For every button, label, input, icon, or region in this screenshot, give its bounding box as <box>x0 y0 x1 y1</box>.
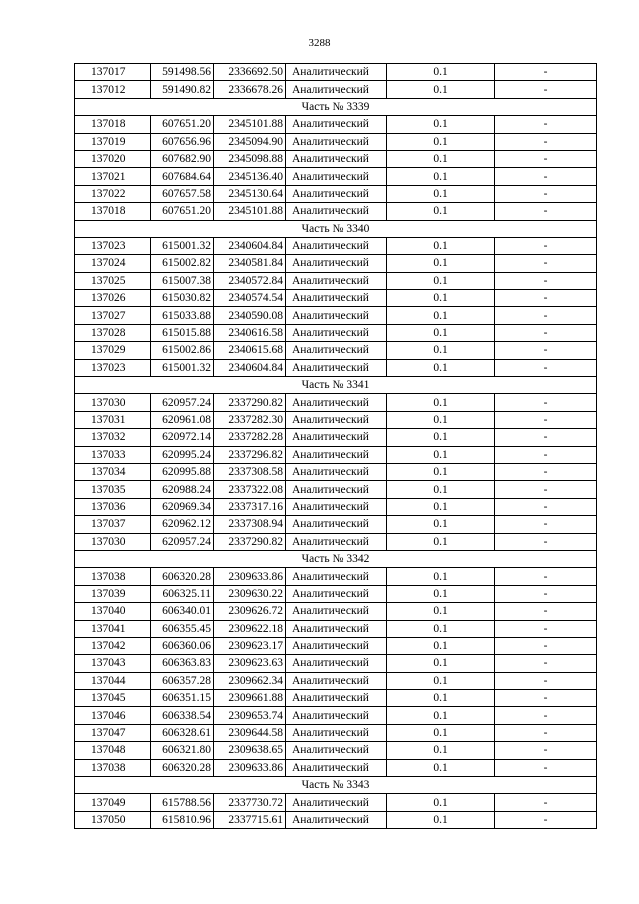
accuracy-cell: 0.1 <box>387 655 495 672</box>
note-cell: - <box>495 498 597 515</box>
accuracy-cell: 0.1 <box>387 64 495 81</box>
method-cell: Аналитический <box>286 133 387 150</box>
accuracy-cell: 0.1 <box>387 516 495 533</box>
x-coordinate-cell: 607657.58 <box>151 185 214 202</box>
method-cell: Аналитический <box>286 690 387 707</box>
method-cell: Аналитический <box>286 655 387 672</box>
accuracy-cell: 0.1 <box>387 690 495 707</box>
table-row <box>75 498 597 515</box>
x-coordinate-cell: 615002.86 <box>151 342 214 359</box>
method-cell: Аналитический <box>286 568 387 585</box>
point-id-cell: 137049 <box>75 794 151 811</box>
point-id-cell: 137019 <box>75 133 151 150</box>
note-cell: - <box>495 203 597 220</box>
accuracy-cell: 0.1 <box>387 290 495 307</box>
y-coordinate-cell: 2309622.18 <box>214 620 286 637</box>
y-coordinate-cell: 2309630.22 <box>214 585 286 602</box>
point-id-cell: 137027 <box>75 307 151 324</box>
table-row <box>75 324 597 341</box>
table-row <box>75 168 597 185</box>
method-cell: Аналитический <box>286 307 387 324</box>
table-row <box>75 185 597 202</box>
x-coordinate-cell: 606328.61 <box>151 724 214 741</box>
y-coordinate-cell: 2309653.74 <box>214 707 286 724</box>
x-coordinate-cell: 606340.01 <box>151 603 214 620</box>
point-id-cell: 137031 <box>75 411 151 428</box>
table-row <box>75 637 597 654</box>
table-row <box>75 81 597 98</box>
accuracy-cell: 0.1 <box>387 342 495 359</box>
method-cell: Аналитический <box>286 429 387 446</box>
y-coordinate-cell: 2340616.58 <box>214 324 286 341</box>
note-cell: - <box>495 81 597 98</box>
note-cell: - <box>495 394 597 411</box>
section-title: Часть № 3342 <box>75 550 597 567</box>
note-cell: - <box>495 759 597 776</box>
y-coordinate-cell: 2345136.40 <box>214 168 286 185</box>
note-cell: - <box>495 568 597 585</box>
y-coordinate-cell: 2309638.65 <box>214 742 286 759</box>
y-coordinate-cell: 2340615.68 <box>214 342 286 359</box>
accuracy-cell: 0.1 <box>387 794 495 811</box>
point-id-cell: 137020 <box>75 150 151 167</box>
y-coordinate-cell: 2340581.84 <box>214 255 286 272</box>
y-coordinate-cell: 2309644.58 <box>214 724 286 741</box>
y-coordinate-cell: 2309662.34 <box>214 672 286 689</box>
accuracy-cell: 0.1 <box>387 411 495 428</box>
x-coordinate-cell: 606360.06 <box>151 637 214 654</box>
accuracy-cell: 0.1 <box>387 81 495 98</box>
method-cell: Аналитический <box>286 168 387 185</box>
x-coordinate-cell: 606320.28 <box>151 568 214 585</box>
accuracy-cell: 0.1 <box>387 620 495 637</box>
note-cell: - <box>495 620 597 637</box>
note-cell: - <box>495 446 597 463</box>
y-coordinate-cell: 2340574.54 <box>214 290 286 307</box>
x-coordinate-cell: 615001.32 <box>151 237 214 254</box>
table-row <box>75 237 597 254</box>
point-id-cell: 137043 <box>75 655 151 672</box>
section-header-row <box>75 98 597 115</box>
method-cell: Аналитический <box>286 637 387 654</box>
table-row <box>75 203 597 220</box>
point-id-cell: 137030 <box>75 394 151 411</box>
section-title: Часть № 3341 <box>75 377 597 394</box>
table-row <box>75 672 597 689</box>
x-coordinate-cell: 615030.82 <box>151 290 214 307</box>
accuracy-cell: 0.1 <box>387 168 495 185</box>
point-id-cell: 137024 <box>75 255 151 272</box>
coordinates-table-body <box>75 64 597 829</box>
note-cell: - <box>495 516 597 533</box>
x-coordinate-cell: 615007.38 <box>151 272 214 289</box>
accuracy-cell: 0.1 <box>387 672 495 689</box>
y-coordinate-cell: 2337317.16 <box>214 498 286 515</box>
method-cell: Аналитический <box>286 481 387 498</box>
method-cell: Аналитический <box>286 603 387 620</box>
table-row <box>75 707 597 724</box>
note-cell: - <box>495 324 597 341</box>
point-id-cell: 137023 <box>75 237 151 254</box>
y-coordinate-cell: 2309633.86 <box>214 759 286 776</box>
point-id-cell: 137012 <box>75 81 151 98</box>
note-cell: - <box>495 585 597 602</box>
y-coordinate-cell: 2337730.72 <box>214 794 286 811</box>
table-row <box>75 394 597 411</box>
method-cell: Аналитический <box>286 324 387 341</box>
y-coordinate-cell: 2337308.94 <box>214 516 286 533</box>
point-id-cell: 137040 <box>75 603 151 620</box>
note-cell: - <box>495 307 597 324</box>
x-coordinate-cell: 606320.28 <box>151 759 214 776</box>
y-coordinate-cell: 2345130.64 <box>214 185 286 202</box>
point-id-cell: 137028 <box>75 324 151 341</box>
x-coordinate-cell: 607684.64 <box>151 168 214 185</box>
note-cell: - <box>495 707 597 724</box>
method-cell: Аналитический <box>286 411 387 428</box>
note-cell: - <box>495 359 597 376</box>
accuracy-cell: 0.1 <box>387 707 495 724</box>
note-cell: - <box>495 64 597 81</box>
table-row <box>75 794 597 811</box>
accuracy-cell: 0.1 <box>387 429 495 446</box>
point-id-cell: 137050 <box>75 811 151 828</box>
method-cell: Аналитический <box>286 81 387 98</box>
method-cell: Аналитический <box>286 672 387 689</box>
note-cell: - <box>495 255 597 272</box>
x-coordinate-cell: 606357.28 <box>151 672 214 689</box>
point-id-cell: 137039 <box>75 585 151 602</box>
x-coordinate-cell: 607651.20 <box>151 116 214 133</box>
x-coordinate-cell: 615002.82 <box>151 255 214 272</box>
accuracy-cell: 0.1 <box>387 585 495 602</box>
y-coordinate-cell: 2340590.08 <box>214 307 286 324</box>
x-coordinate-cell: 615810.96 <box>151 811 214 828</box>
accuracy-cell: 0.1 <box>387 481 495 498</box>
section-header-row <box>75 777 597 794</box>
note-cell: - <box>495 272 597 289</box>
accuracy-cell: 0.1 <box>387 255 495 272</box>
table-row <box>75 64 597 81</box>
method-cell: Аналитический <box>286 359 387 376</box>
section-header-row <box>75 220 597 237</box>
point-id-cell: 137045 <box>75 690 151 707</box>
note-cell: - <box>495 150 597 167</box>
accuracy-cell: 0.1 <box>387 811 495 828</box>
note-cell: - <box>495 481 597 498</box>
x-coordinate-cell: 606325.11 <box>151 585 214 602</box>
method-cell: Аналитический <box>286 64 387 81</box>
y-coordinate-cell: 2309626.72 <box>214 603 286 620</box>
accuracy-cell: 0.1 <box>387 742 495 759</box>
method-cell: Аналитический <box>286 585 387 602</box>
y-coordinate-cell: 2345098.88 <box>214 150 286 167</box>
table-row <box>75 116 597 133</box>
table-row <box>75 585 597 602</box>
method-cell: Аналитический <box>286 185 387 202</box>
accuracy-cell: 0.1 <box>387 203 495 220</box>
accuracy-cell: 0.1 <box>387 498 495 515</box>
accuracy-cell: 0.1 <box>387 637 495 654</box>
x-coordinate-cell: 615033.88 <box>151 307 214 324</box>
point-id-cell: 137023 <box>75 359 151 376</box>
x-coordinate-cell: 615788.56 <box>151 794 214 811</box>
method-cell: Аналитический <box>286 533 387 550</box>
x-coordinate-cell: 620972.14 <box>151 429 214 446</box>
x-coordinate-cell: 620969.34 <box>151 498 214 515</box>
accuracy-cell: 0.1 <box>387 759 495 776</box>
table-row <box>75 446 597 463</box>
table-row <box>75 516 597 533</box>
x-coordinate-cell: 607651.20 <box>151 203 214 220</box>
x-coordinate-cell: 606321.80 <box>151 742 214 759</box>
point-id-cell: 137048 <box>75 742 151 759</box>
note-cell: - <box>495 429 597 446</box>
note-cell: - <box>495 690 597 707</box>
y-coordinate-cell: 2337290.82 <box>214 394 286 411</box>
table-row <box>75 742 597 759</box>
accuracy-cell: 0.1 <box>387 272 495 289</box>
method-cell: Аналитический <box>286 255 387 272</box>
point-id-cell: 137022 <box>75 185 151 202</box>
y-coordinate-cell: 2309633.86 <box>214 568 286 585</box>
table-row <box>75 429 597 446</box>
y-coordinate-cell: 2309623.17 <box>214 637 286 654</box>
table-row <box>75 620 597 637</box>
note-cell: - <box>495 116 597 133</box>
section-header-row <box>75 377 597 394</box>
point-id-cell: 137026 <box>75 290 151 307</box>
x-coordinate-cell: 606363.83 <box>151 655 214 672</box>
note-cell: - <box>495 185 597 202</box>
point-id-cell: 137033 <box>75 446 151 463</box>
note-cell: - <box>495 342 597 359</box>
section-title: Часть № 3339 <box>75 98 597 115</box>
point-id-cell: 137021 <box>75 168 151 185</box>
x-coordinate-cell: 606351.15 <box>151 690 214 707</box>
point-id-cell: 137018 <box>75 116 151 133</box>
y-coordinate-cell: 2345101.88 <box>214 203 286 220</box>
coordinates-table <box>74 63 597 829</box>
point-id-cell: 137018 <box>75 203 151 220</box>
note-cell: - <box>495 603 597 620</box>
method-cell: Аналитический <box>286 203 387 220</box>
x-coordinate-cell: 607656.96 <box>151 133 214 150</box>
y-coordinate-cell: 2340604.84 <box>214 359 286 376</box>
method-cell: Аналитический <box>286 620 387 637</box>
y-coordinate-cell: 2337322.08 <box>214 481 286 498</box>
section-title: Часть № 3343 <box>75 777 597 794</box>
y-coordinate-cell: 2337296.82 <box>214 446 286 463</box>
y-coordinate-cell: 2345094.90 <box>214 133 286 150</box>
point-id-cell: 137032 <box>75 429 151 446</box>
accuracy-cell: 0.1 <box>387 568 495 585</box>
method-cell: Аналитический <box>286 707 387 724</box>
y-coordinate-cell: 2336692.50 <box>214 64 286 81</box>
y-coordinate-cell: 2340572.84 <box>214 272 286 289</box>
point-id-cell: 137042 <box>75 637 151 654</box>
accuracy-cell: 0.1 <box>387 185 495 202</box>
note-cell: - <box>495 742 597 759</box>
note-cell: - <box>495 533 597 550</box>
table-row <box>75 255 597 272</box>
point-id-cell: 137030 <box>75 533 151 550</box>
accuracy-cell: 0.1 <box>387 237 495 254</box>
x-coordinate-cell: 606338.54 <box>151 707 214 724</box>
point-id-cell: 137025 <box>75 272 151 289</box>
accuracy-cell: 0.1 <box>387 150 495 167</box>
accuracy-cell: 0.1 <box>387 533 495 550</box>
x-coordinate-cell: 606355.45 <box>151 620 214 637</box>
note-cell: - <box>495 411 597 428</box>
point-id-cell: 137041 <box>75 620 151 637</box>
method-cell: Аналитический <box>286 272 387 289</box>
y-coordinate-cell: 2345101.88 <box>214 116 286 133</box>
y-coordinate-cell: 2309661.88 <box>214 690 286 707</box>
x-coordinate-cell: 607682.90 <box>151 150 214 167</box>
table-row <box>75 603 597 620</box>
note-cell: - <box>495 724 597 741</box>
accuracy-cell: 0.1 <box>387 446 495 463</box>
y-coordinate-cell: 2336678.26 <box>214 81 286 98</box>
x-coordinate-cell: 591498.56 <box>151 64 214 81</box>
note-cell: - <box>495 237 597 254</box>
point-id-cell: 137017 <box>75 64 151 81</box>
method-cell: Аналитический <box>286 150 387 167</box>
method-cell: Аналитический <box>286 394 387 411</box>
method-cell: Аналитический <box>286 759 387 776</box>
y-coordinate-cell: 2337290.82 <box>214 533 286 550</box>
x-coordinate-cell: 615015.88 <box>151 324 214 341</box>
x-coordinate-cell: 620957.24 <box>151 394 214 411</box>
method-cell: Аналитический <box>286 463 387 480</box>
accuracy-cell: 0.1 <box>387 324 495 341</box>
accuracy-cell: 0.1 <box>387 359 495 376</box>
table-row <box>75 724 597 741</box>
note-cell: - <box>495 133 597 150</box>
y-coordinate-cell: 2340604.84 <box>214 237 286 254</box>
y-coordinate-cell: 2337715.61 <box>214 811 286 828</box>
point-id-cell: 137036 <box>75 498 151 515</box>
method-cell: Аналитический <box>286 742 387 759</box>
table-row <box>75 307 597 324</box>
table-row <box>75 759 597 776</box>
accuracy-cell: 0.1 <box>387 116 495 133</box>
x-coordinate-cell: 620961.08 <box>151 411 214 428</box>
method-cell: Аналитический <box>286 116 387 133</box>
method-cell: Аналитический <box>286 724 387 741</box>
table-row <box>75 342 597 359</box>
method-cell: Аналитический <box>286 237 387 254</box>
point-id-cell: 137038 <box>75 568 151 585</box>
method-cell: Аналитический <box>286 498 387 515</box>
point-id-cell: 137046 <box>75 707 151 724</box>
table-row <box>75 533 597 550</box>
note-cell: - <box>495 463 597 480</box>
accuracy-cell: 0.1 <box>387 724 495 741</box>
y-coordinate-cell: 2337308.58 <box>214 463 286 480</box>
accuracy-cell: 0.1 <box>387 133 495 150</box>
note-cell: - <box>495 637 597 654</box>
point-id-cell: 137044 <box>75 672 151 689</box>
section-header-row <box>75 550 597 567</box>
page-number: 3288 <box>308 37 331 49</box>
table-row <box>75 481 597 498</box>
table-row <box>75 290 597 307</box>
table-row <box>75 463 597 480</box>
method-cell: Аналитический <box>286 811 387 828</box>
note-cell: - <box>495 794 597 811</box>
point-id-cell: 137029 <box>75 342 151 359</box>
table-row <box>75 568 597 585</box>
table-row <box>75 411 597 428</box>
accuracy-cell: 0.1 <box>387 394 495 411</box>
point-id-cell: 137035 <box>75 481 151 498</box>
x-coordinate-cell: 620957.24 <box>151 533 214 550</box>
x-coordinate-cell: 620995.24 <box>151 446 214 463</box>
x-coordinate-cell: 620962.12 <box>151 516 214 533</box>
x-coordinate-cell: 620995.88 <box>151 463 214 480</box>
point-id-cell: 137038 <box>75 759 151 776</box>
method-cell: Аналитический <box>286 516 387 533</box>
note-cell: - <box>495 672 597 689</box>
y-coordinate-cell: 2337282.30 <box>214 411 286 428</box>
accuracy-cell: 0.1 <box>387 603 495 620</box>
table-row <box>75 655 597 672</box>
x-coordinate-cell: 615001.32 <box>151 359 214 376</box>
x-coordinate-cell: 620988.24 <box>151 481 214 498</box>
note-cell: - <box>495 168 597 185</box>
point-id-cell: 137047 <box>75 724 151 741</box>
table-row <box>75 811 597 828</box>
method-cell: Аналитический <box>286 794 387 811</box>
table-row <box>75 150 597 167</box>
note-cell: - <box>495 655 597 672</box>
note-cell: - <box>495 290 597 307</box>
table-row <box>75 359 597 376</box>
accuracy-cell: 0.1 <box>387 307 495 324</box>
y-coordinate-cell: 2309623.63 <box>214 655 286 672</box>
method-cell: Аналитический <box>286 290 387 307</box>
note-cell: - <box>495 811 597 828</box>
x-coordinate-cell: 591490.82 <box>151 81 214 98</box>
accuracy-cell: 0.1 <box>387 463 495 480</box>
table-row <box>75 133 597 150</box>
section-title: Часть № 3340 <box>75 220 597 237</box>
point-id-cell: 137037 <box>75 516 151 533</box>
table-row <box>75 690 597 707</box>
y-coordinate-cell: 2337282.28 <box>214 429 286 446</box>
method-cell: Аналитический <box>286 342 387 359</box>
table-row <box>75 272 597 289</box>
point-id-cell: 137034 <box>75 463 151 480</box>
method-cell: Аналитический <box>286 446 387 463</box>
